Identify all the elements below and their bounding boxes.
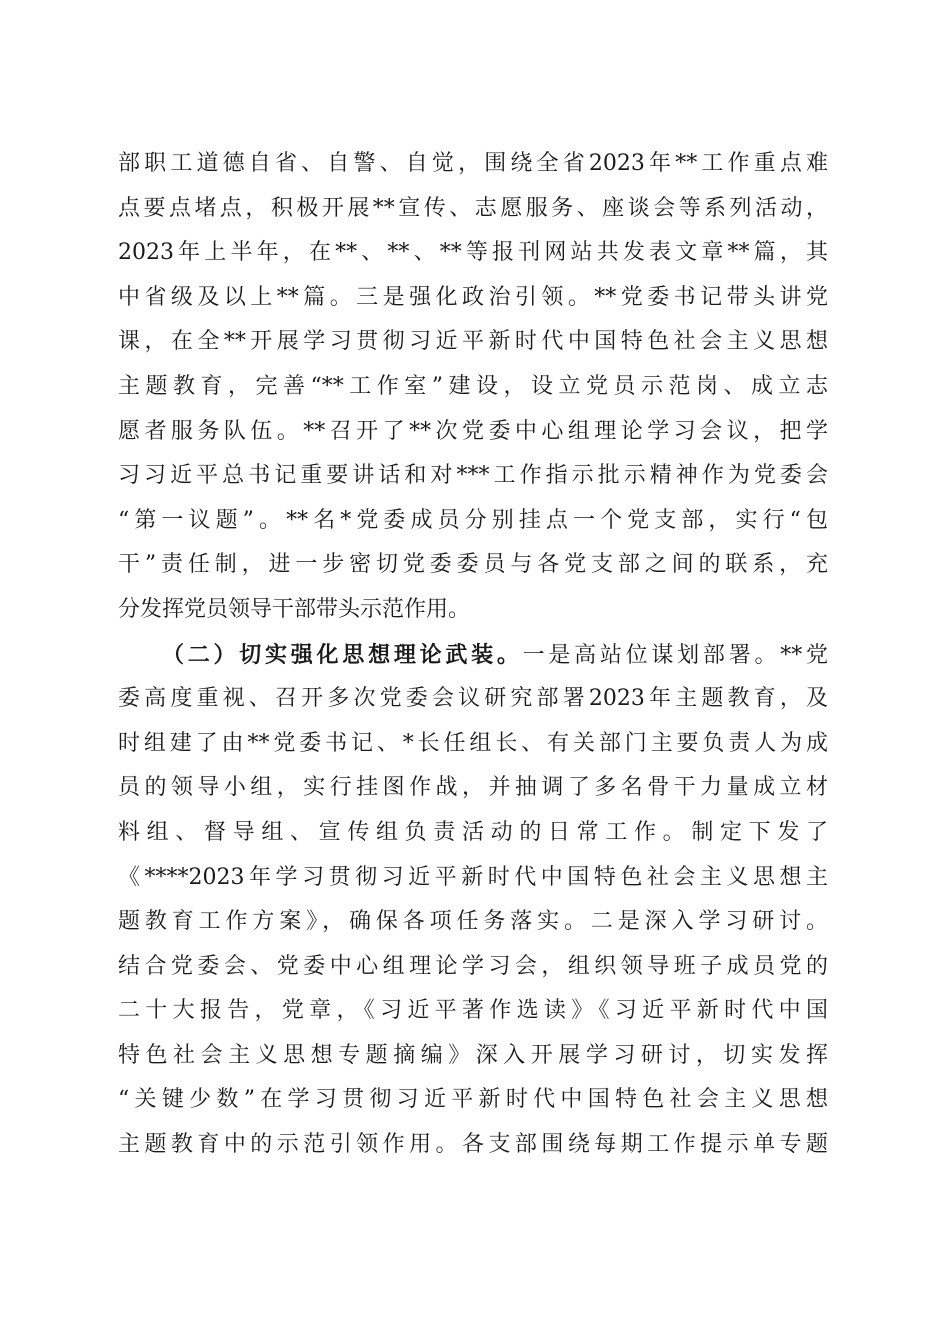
- text-line: 课，在全**开展学习贯彻习近平新时代中国特色社会主义思想: [118, 329, 828, 355]
- paragraph-2: [118, 633, 828, 1168]
- text-line: 分发挥党员领导干部带头示范作用。: [118, 596, 471, 622]
- text-line: 点要点堵点，积极开展**宣传、志愿服务、座谈会等系列活动，: [118, 195, 828, 221]
- body-text: [118, 142, 828, 1168]
- text-line: 员的领导小组，实行挂图作战，并抽调了多名骨干力量成立材: [118, 775, 828, 801]
- text-line: “关键少数”在学习贯彻习近平新时代中国特色社会主义思想: [118, 1087, 828, 1113]
- text-line: “第一议题”。**名*党委成员分别挂点一个党支部，实行“包: [118, 507, 828, 533]
- text-line: 《****2023年学习贯彻习近平新时代中国特色社会主义思想主: [118, 864, 828, 890]
- text-line: 特色社会主义思想专题摘编》深入开展学习研讨，切实发挥: [118, 1042, 828, 1068]
- text-line: 二十大报告，党章，《习近平著作选读》《习近平新时代中国: [118, 998, 828, 1024]
- paragraph-1: [118, 142, 828, 633]
- text-line: 主题教育中的示范引领作用。各支部围绕每期工作提示单专题: [118, 1132, 828, 1158]
- text-line: 结合党委会、党委中心组理论学习会，组织领导班子成员党的: [118, 953, 828, 979]
- heading-continuation: 一是高站位谋划部署。**党: [522, 642, 828, 668]
- text-line: 时组建了由**党委书记、*长任组长、有关部门主要负责人为成: [118, 730, 828, 756]
- text-line: 部职工道德自省、自警、自觉，围绕全省2023年**工作重点难: [118, 151, 828, 176]
- text-line: 委高度重视、召开多次党委会议研究部署2023年主题教育，及: [118, 686, 828, 712]
- text-line: 主题教育，完善“**工作室”建设，设立党员示范岗、成立志: [118, 373, 828, 399]
- text-line: 中省级及以上**篇。三是强化政治引领。**党委书记带头讲党: [118, 284, 828, 310]
- text-line: 习习近平总书记重要讲话和对***工作指示批示精神作为党委会: [118, 463, 828, 489]
- text-line-first: [118, 633, 828, 678]
- text-line: 料组、督导组、宣传组负责活动的日常工作。制定下发了: [118, 819, 828, 845]
- section-heading: （二）切实强化思想理论武装。: [162, 641, 523, 668]
- text-line: 2023年上半年，在**、**、**等报刊网站共发表文章**篇，其: [118, 240, 828, 266]
- text-line: 干”责任制，进一步密切党委委员与各党支部之间的联系，充: [118, 552, 828, 578]
- text-line: 愿者服务队伍。**召开了**次党委中心组理论学习会议，把学: [118, 418, 828, 444]
- text-line: 题教育工作方案》，确保各项任务落实。二是深入学习研讨。: [118, 909, 828, 935]
